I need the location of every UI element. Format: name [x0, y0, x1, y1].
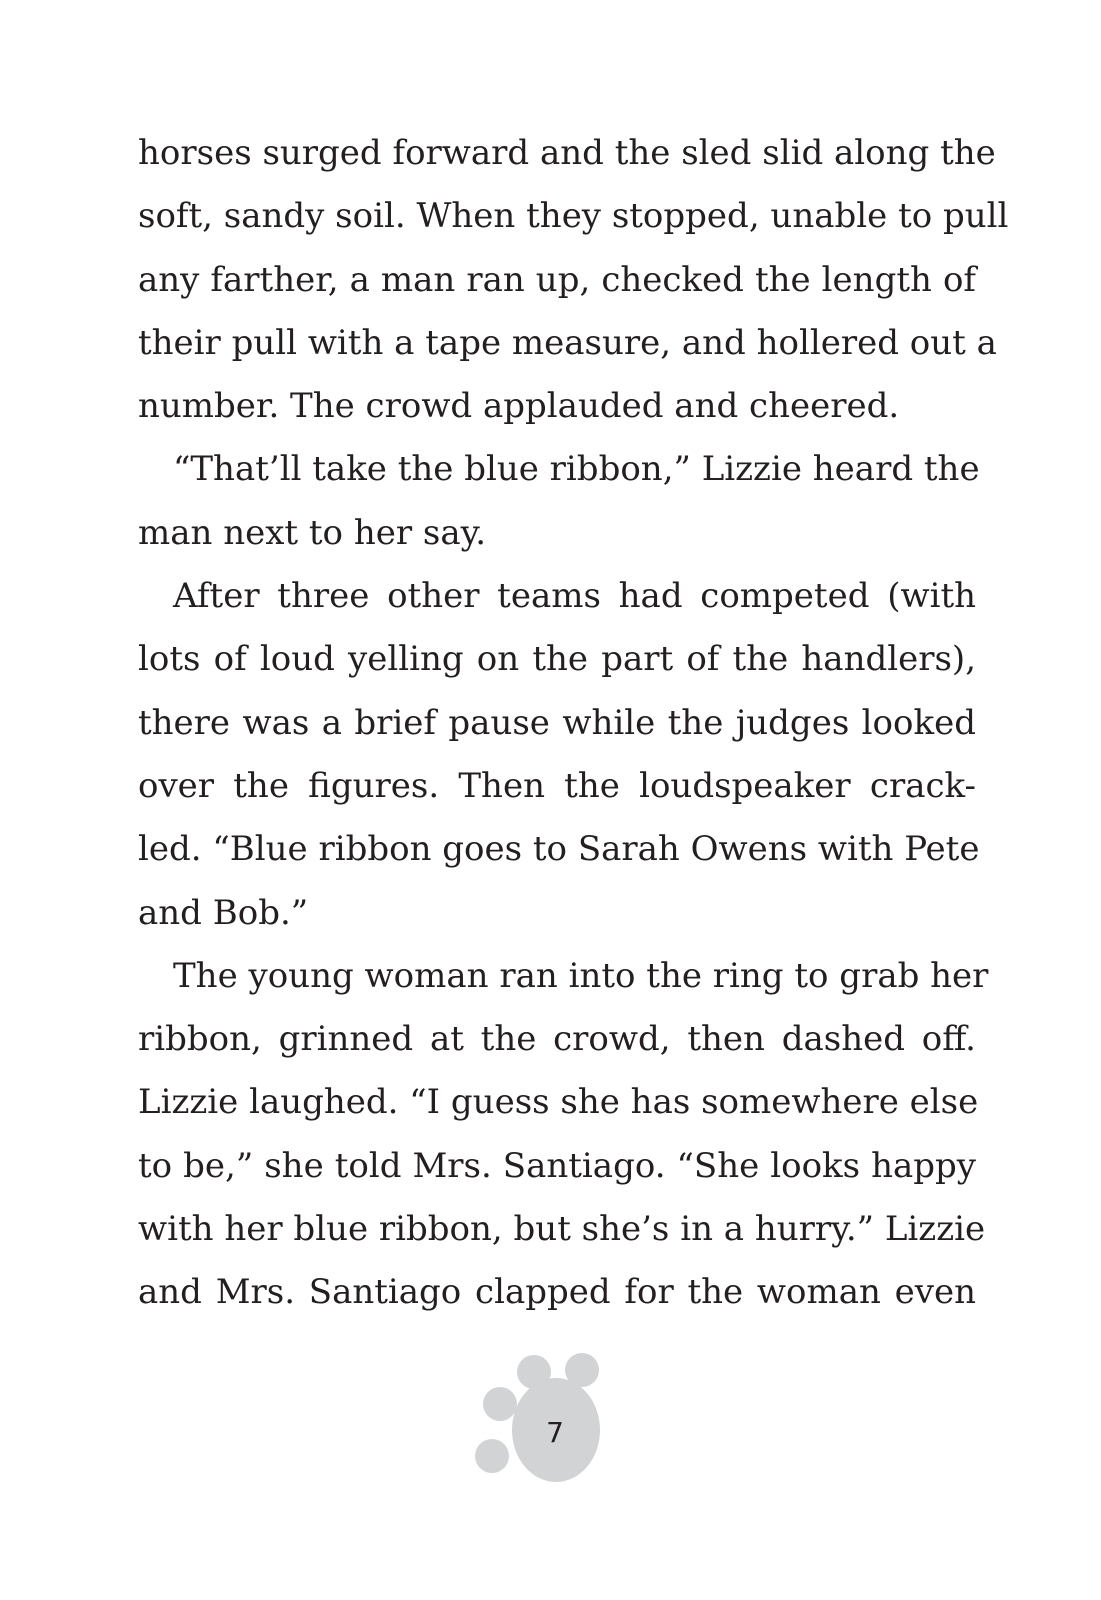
text-line: with her blue ribbon, but she’s in a hurry.” Lizzie — [138, 1209, 986, 1250]
text-line: and Bob.” — [138, 892, 309, 933]
text-line: number. The crowd applauded and cheered. — [138, 386, 900, 427]
text-line: lots of loud yelling on the part of the handlers), — [138, 639, 976, 680]
text-line: and Mrs. Santiago clapped for the woman even — [138, 1272, 976, 1313]
page-number: 7 — [546, 1416, 564, 1449]
text-line: to be,” she told Mrs. Santiago. “She looks happy — [138, 1145, 976, 1186]
text-line: any farther, a man ran up, checked the length of — [138, 259, 976, 300]
page-footer — [470, 1348, 610, 1488]
body-text — [138, 122, 1009, 1325]
text-line: “That’ll take the blue ribbon,” Lizzie heard the — [173, 449, 980, 490]
text-line: soft, sandy soil. When they stopped, unable to pull — [138, 196, 1009, 237]
text-line: their pull with a tape measure, and hollered out a — [138, 322, 997, 363]
text-line: ribbon, grinned at the crowd, then dashed off. — [138, 1019, 976, 1060]
text-line: Lizzie laughed. “I guess she has somewhere else — [138, 1082, 979, 1123]
text-line: The young woman ran into the ring to grab her — [173, 955, 989, 996]
text-line: man next to her say. — [138, 512, 487, 553]
text-line: horses surged forward and the sled slid along the — [138, 133, 996, 173]
text-line: led. “Blue ribbon goes to Sarah Owens with Pete — [138, 829, 980, 870]
text-line: After three other teams had competed (with — [173, 576, 976, 617]
text-line: there was a brief pause while the judges looked — [138, 702, 976, 743]
text-line: over the figures. Then the loudspeaker crack- — [138, 765, 976, 806]
